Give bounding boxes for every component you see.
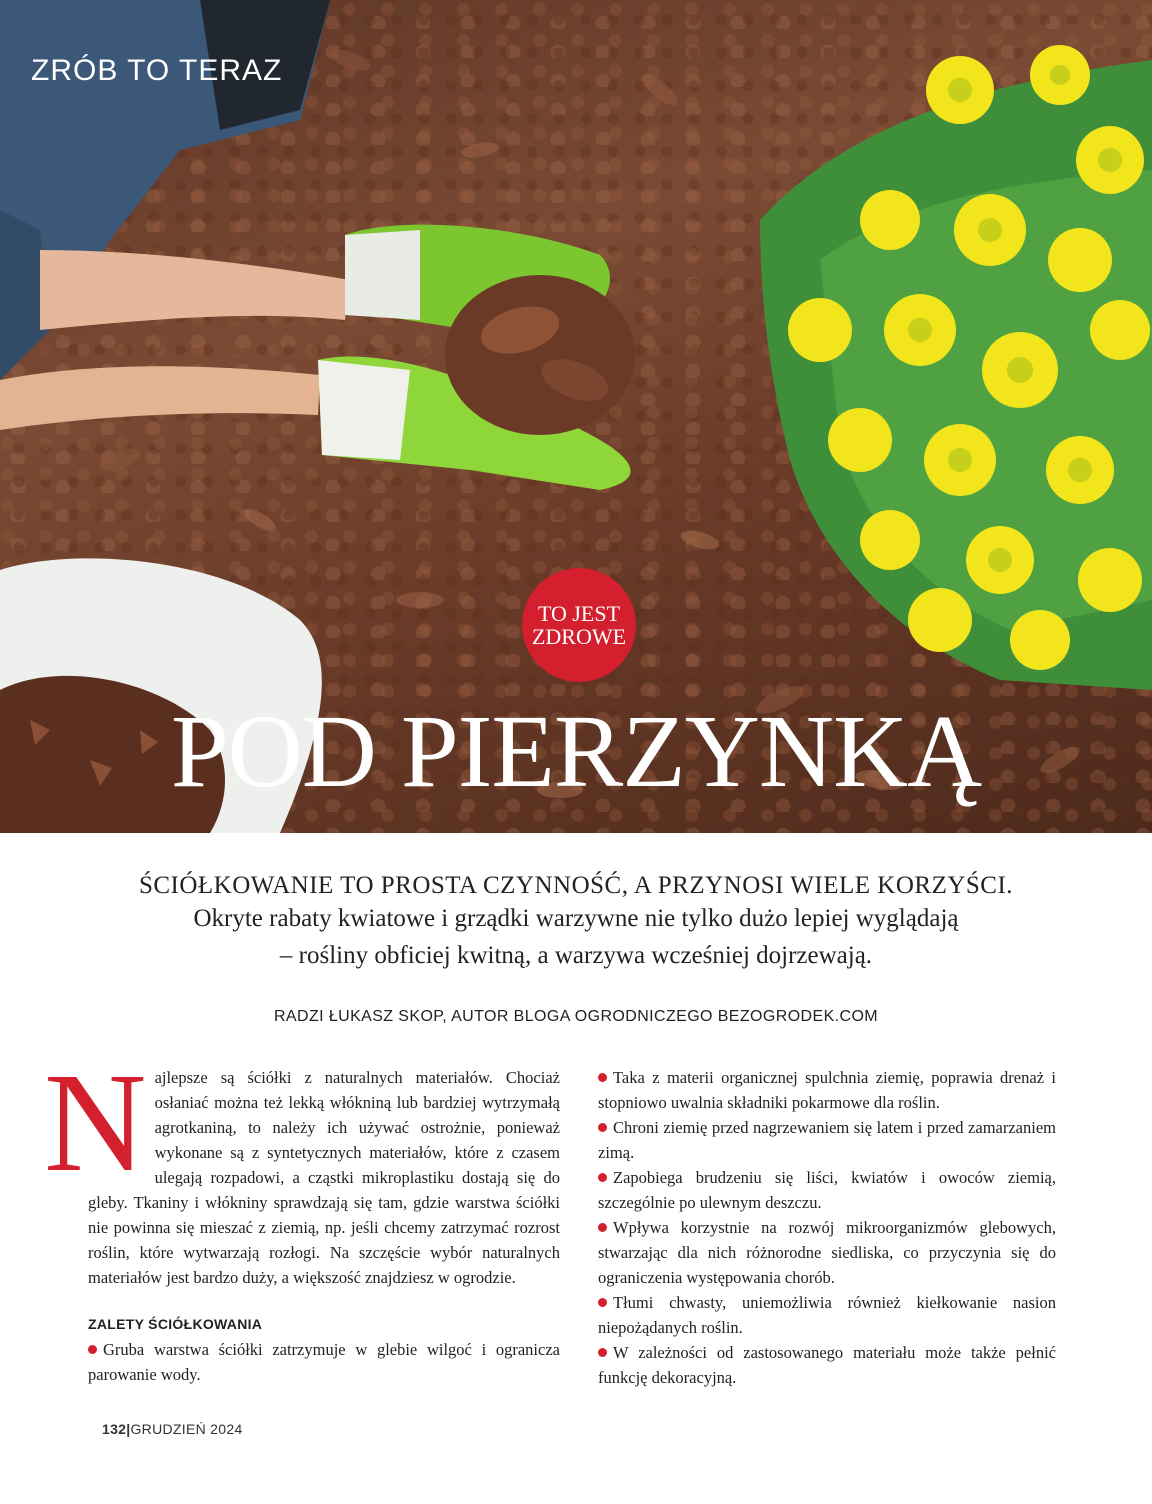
- benefit-text: W zależności od zastosowanego materiału może także pełnić funkcję dekoracyjną.: [598, 1343, 1056, 1387]
- bullet-dot-icon: [598, 1123, 607, 1132]
- benefit-text: Gruba warstwa ściółki zatrzymuje w glebie wilgoć i ogranicza parowanie wody.: [88, 1340, 560, 1384]
- article-title: POD PIERZYNKĄ: [170, 694, 982, 809]
- page-folio: [102, 1421, 243, 1437]
- author-byline: RADZI ŁUKASZ SKOP, AUTOR BLOGA OGRODNICZEGO BEZOGRODEK.COM: [273, 1008, 879, 1025]
- section-kicker: ZRÓB TO TERAZ: [31, 54, 283, 87]
- page-number: 132: [102, 1421, 127, 1437]
- benefit-item: [598, 1165, 1056, 1215]
- benefits-subhead: ZALETY ŚCIÓŁKOWANIA: [88, 1316, 263, 1332]
- benefit-item: [598, 1215, 1056, 1290]
- benefit-item: [598, 1115, 1056, 1165]
- article-lead: [0, 870, 1152, 974]
- right-arm: [0, 366, 320, 430]
- drop-cap: N: [44, 1043, 147, 1201]
- benefit-item: [598, 1290, 1056, 1340]
- bullet-dot-icon: [598, 1073, 607, 1082]
- lead-line-2: Okryte rabaty kwiatowe i grządki warzywne nie tylko dużo lepiej wyglądają: [193, 905, 959, 933]
- bullet-dot-icon: [598, 1348, 607, 1357]
- bullet-dot-icon: [598, 1173, 607, 1182]
- benefit-item: [598, 1340, 1056, 1390]
- benefit-text: Wpływa korzystnie na rozwój mikroorganizmów glebowych, stwarzając dla nich różnorodne siedliska, co przyczynia się do ograniczenia występowania chorób.: [598, 1218, 1056, 1287]
- badge-line-2: ZDROWE: [531, 624, 627, 649]
- lead-line-3: – rośliny obficiej kwitną, a warzywa wcześniej dojrzewają.: [279, 941, 873, 969]
- mulch-handful: [445, 275, 635, 435]
- benefit-item: [598, 1065, 1056, 1115]
- body-column-right: [598, 1065, 1056, 1390]
- left-arm: [40, 250, 350, 330]
- body-column-left: [44, 1043, 560, 1387]
- folio-separator: |: [126, 1421, 131, 1437]
- health-badge: [522, 568, 636, 682]
- benefit-text: Tłumi chwasty, uniemożliwia również kiełkowanie nasion niepożądanych roślin.: [598, 1293, 1056, 1337]
- bullet-dot-icon: [598, 1223, 607, 1232]
- flowering-plant: [760, 45, 1152, 690]
- bullet-dot-icon: [88, 1345, 97, 1354]
- benefit-text: Zapobiega brudzeniu się liści, kwiatów i owoców ziemią, szczególnie po ulewnym deszczu.: [598, 1168, 1056, 1212]
- lead-line-1: ŚCIÓŁKOWANIE TO PROSTA CZYNNOŚĆ, A PRZYNOSI WIELE KORZYŚCI.: [138, 872, 1014, 899]
- bullet-dot-icon: [598, 1298, 607, 1307]
- issue-label: GRUDZIEŃ 2024: [130, 1421, 243, 1437]
- benefit-text: Taka z materii organicznej spulchnia ziemię, poprawia drenaż i stopniowo uwalnia składniki pokarmowe dla roślin.: [598, 1068, 1056, 1112]
- intro-paragraph: ajlepsze są ściółki z naturalnych materiałów. Chociaż osłaniać można też lekką włókniną lub bardziej wytrzymałą agrotkaniną, to należy ich używać ostrożnie, ponieważ wykonane są z syntetycznych materiałów, które z czasem ulegają rozpadowi, a cząstki mikroplastiku dostają się do gleby. Tkaniny i włókniny sprawdzają się tam, gdzie warstwa ściółki nie powinna się mieszać z ziemią, np. jeśli chcemy zatrzymać rozrost roślin, które wytwarzają rozłogi. Na szczęście wybór naturalnych materiałów jest bardzo duży, a większość znajdziesz w ogrodzie.: [88, 1068, 560, 1287]
- benefit-item: [88, 1337, 560, 1387]
- badge-line-1: TO JEST: [537, 600, 621, 626]
- benefit-text: Chroni ziemię przed nagrzewaniem się latem i przed zamarzaniem zimą.: [598, 1118, 1056, 1162]
